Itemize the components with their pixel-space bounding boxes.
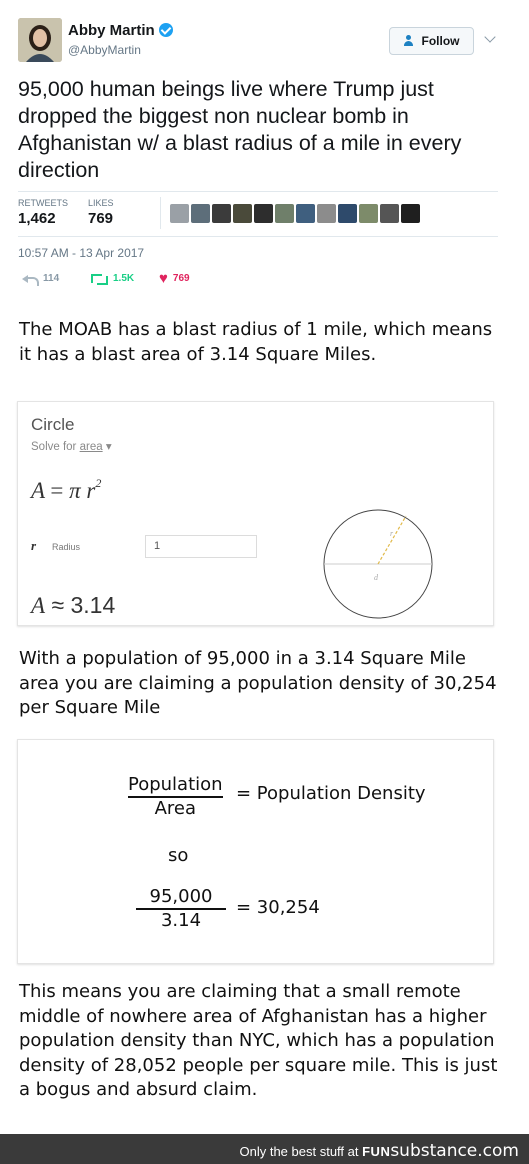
liker-avatar[interactable]: [401, 204, 420, 223]
follow-button[interactable]: Follow: [389, 27, 474, 55]
so-label: so: [168, 845, 189, 866]
calculator-title: Circle: [31, 415, 75, 434]
radius-input[interactable]: 1: [145, 535, 257, 558]
user-handle[interactable]: @AbbyMartin: [68, 43, 141, 57]
area-formula: A = π $r^2$: [31, 476, 102, 503]
circle-calculator: [17, 401, 494, 626]
density-calculation: 95,000 3.14: [136, 886, 226, 932]
density-result: = 30,254: [236, 897, 320, 918]
liker-avatar[interactable]: [338, 204, 357, 223]
tweet-card: [0, 0, 529, 305]
density-card: [17, 739, 494, 964]
liker-avatar[interactable]: [191, 204, 210, 223]
avatar[interactable]: [18, 18, 62, 62]
density-label: = Population Density: [236, 783, 426, 804]
liker-avatar[interactable]: [233, 204, 252, 223]
footer-prefix: Only the best stuff at: [239, 1144, 363, 1159]
footer-watermark: Only the best stuff at FUNsubstance.com: [0, 1134, 529, 1164]
tweet-timestamp[interactable]: 10:57 AM - 13 Apr 2017: [18, 246, 145, 260]
r-symbol: r: [31, 538, 37, 553]
verified-icon: [159, 23, 173, 37]
liker-avatar[interactable]: [212, 204, 231, 223]
like-count: 769: [172, 273, 190, 284]
liker-avatar[interactable]: [254, 204, 273, 223]
radius-label: Radius: [52, 542, 81, 552]
add-user-icon: [404, 35, 418, 47]
divider: [18, 236, 498, 237]
tweet-text: 95,000 human beings live where Trump just dropped the biggest non nuclear bomb in Afghanistan w/ a blast radius of a mile in every direction: [18, 77, 462, 182]
liker-avatar[interactable]: [380, 204, 399, 223]
like-button[interactable]: [159, 269, 190, 287]
diagram-d-label: d: [374, 573, 378, 582]
area-result: A ≈ 3.14: [31, 592, 116, 618]
liker-avatar[interactable]: [359, 204, 378, 223]
retweet-button[interactable]: [90, 273, 134, 284]
brand-logo[interactable]: FUN: [362, 1144, 391, 1159]
explanation-paragraph-2: With a population of 95,000 in a 3.14 Square Mile area you are claiming a population density of 30,254 per Square Mile: [19, 648, 497, 718]
retweets-count[interactable]: 1,462: [18, 210, 56, 227]
population-over-area: Population Area: [128, 774, 223, 819]
heart-icon: ♥: [159, 269, 168, 287]
chevron-down-icon: ▾: [105, 441, 112, 453]
divider: [160, 197, 161, 229]
chevron-down-icon[interactable]: [484, 31, 495, 42]
explanation-paragraph-1: The MOAB has a blast radius of 1 mile, which means it has a blast area of 3.14 Square Miles.: [19, 319, 493, 365]
display-name[interactable]: Abby Martin: [68, 22, 173, 39]
liker-avatar[interactable]: [275, 204, 294, 223]
explanation-paragraph-3: This means you are claiming that a small remote middle of nowhere area of Afghanistan has a higher population density than NYC, which has a population density of 28,052 people per square mile. This is just a bogus and absurd claim.: [19, 981, 498, 1100]
retweet-count: 1.5K: [113, 273, 135, 284]
retweets-label: RETWEETS: [18, 198, 69, 208]
divider: [18, 191, 498, 192]
reply-count: 114: [43, 273, 60, 284]
solve-for-dropdown[interactable]: Solve for area ▾: [31, 441, 112, 453]
liker-avatar[interactable]: [317, 204, 336, 223]
reply-icon: [22, 274, 38, 284]
likes-label: LIKES: [88, 198, 114, 208]
likes-count[interactable]: 769: [88, 210, 114, 227]
circle-diagram: [322, 508, 434, 620]
retweet-icon: [90, 273, 108, 284]
liker-avatar[interactable]: [296, 204, 315, 223]
reply-button[interactable]: [22, 273, 59, 284]
diagram-r-label: r: [390, 529, 394, 538]
liker-avatars[interactable]: [170, 204, 420, 223]
liker-avatar[interactable]: [170, 204, 189, 223]
